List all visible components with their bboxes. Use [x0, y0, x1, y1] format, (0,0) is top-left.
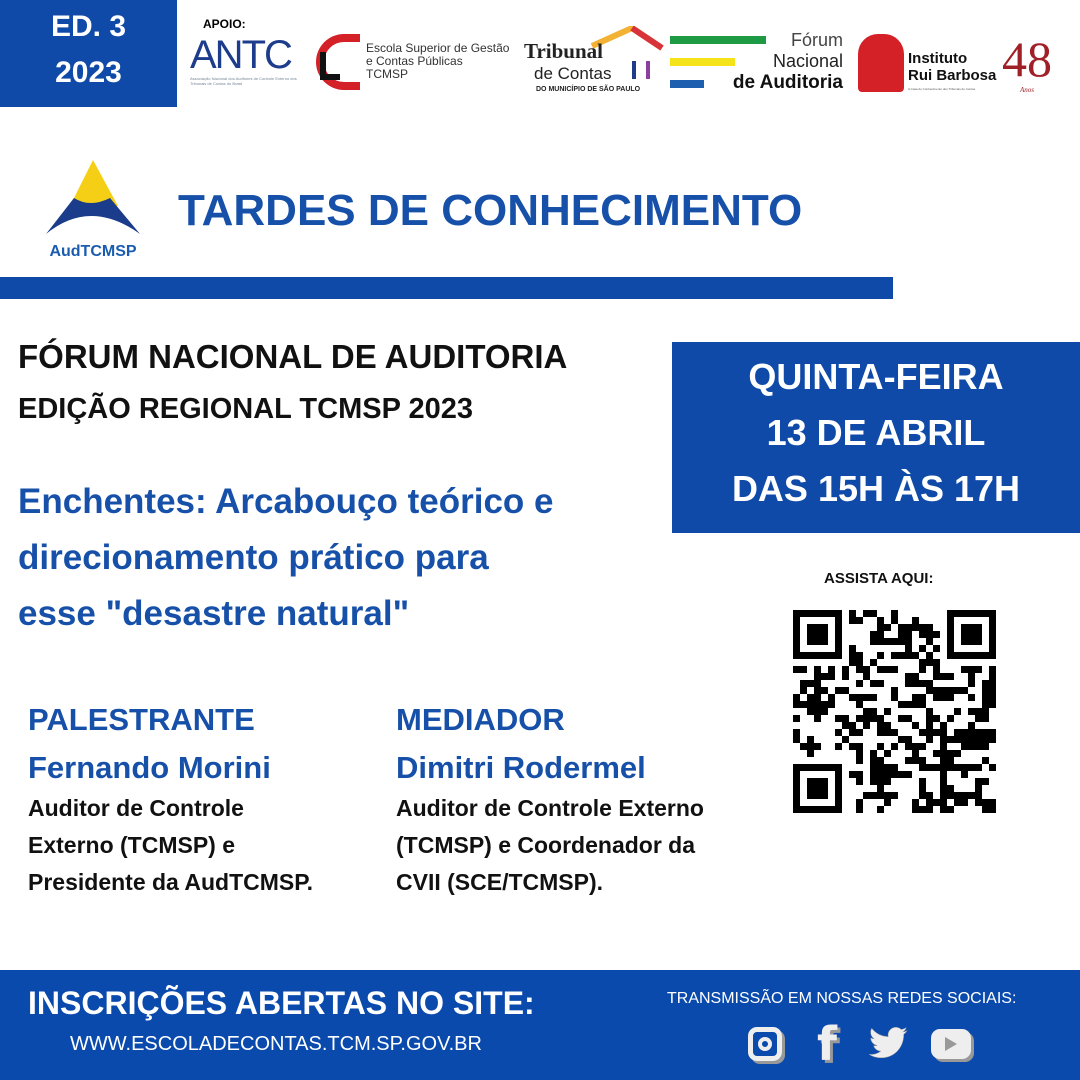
tribunal-logo: Tribunal de Contas DO MUNICÍPIO DE SÃO PAULO — [524, 26, 664, 98]
speaker-block: PALESTRANTE Fernando Morini Auditor de Controle Externo (TCMSP) e Presidente da AudTCMSP. — [28, 696, 313, 901]
qr-code[interactable] — [793, 610, 996, 813]
twitter-icon[interactable] — [869, 1024, 909, 1064]
youtube-icon[interactable] — [931, 1024, 971, 1064]
rui-barbosa-portrait-icon — [858, 34, 904, 92]
signup-text: INSCRIÇÕES ABERTAS NO SITE: — [28, 985, 535, 1021]
time: DAS 15H ÀS 17H — [731, 468, 1021, 509]
edition-badge — [0, 0, 177, 107]
antc-logo: ANTC Associação Nacional dos Auditores de Controle Externo dos Tribunais de Contas do Brasil — [190, 33, 297, 86]
qr-modules — [793, 610, 996, 813]
stream-text: TRANSMISSÃO EM NOSSAS REDES SOCIAIS: — [667, 990, 1017, 1007]
site-link[interactable]: WWW.ESCOLADECONTAS.TCM.SP.GOV.BR — [70, 1033, 482, 1055]
topic: Enchentes: Arcabouço teórico e direcionamento prático para esse "desastre natural" — [18, 482, 554, 633]
speaker-name: Fernando Morini — [28, 750, 271, 785]
divider-bar — [0, 277, 893, 299]
escola-logo: Escola Superior de Gestão e Contas Públicas TCMSP — [316, 26, 516, 94]
edition-year: 2023 — [55, 56, 122, 89]
forum-logo: Fórum Nacional de Auditoria — [670, 30, 845, 94]
footer — [0, 970, 1080, 1080]
watch-label: ASSISTA AQUI: — [824, 570, 934, 587]
edition-number: ED. 3 — [50, 10, 127, 43]
mediator-block: MEDIADOR Dimitri Rodermel Auditor de Controle Externo (TCMSP) e Coordenador da CVII (SCE/TCMSP). — [396, 696, 704, 901]
page-title: TARDES DE CONHECIMENTO — [178, 186, 803, 235]
date: 13 DE ABRIL — [766, 412, 986, 453]
facebook-icon[interactable]: f — [816, 1017, 837, 1071]
date-box — [672, 342, 1080, 533]
apoio-label: APOIO: — [203, 17, 246, 31]
instagram-icon[interactable] — [745, 1024, 785, 1064]
instituto-logo: Instituto Rui Barbosa A Casa do Conhecimento dos Tribunais de Contas — [858, 34, 998, 94]
48-anos-logo: 48 Anos — [1002, 31, 1052, 94]
mediator-name: Dimitri Rodermel — [396, 750, 646, 785]
event-name: FÓRUM NACIONAL DE AUDITORIA — [18, 338, 568, 375]
event-edition: EDIÇÃO REGIONAL TCMSP 2023 — [18, 393, 473, 425]
weekday: QUINTA-FEIRA — [748, 356, 1004, 397]
speaker-role: PALESTRANTE — [28, 702, 255, 737]
triangle-logo-icon — [40, 158, 146, 238]
audtcmsp-logo: AudTCMSP — [40, 158, 146, 256]
mediator-role: MEDIADOR — [396, 702, 565, 737]
